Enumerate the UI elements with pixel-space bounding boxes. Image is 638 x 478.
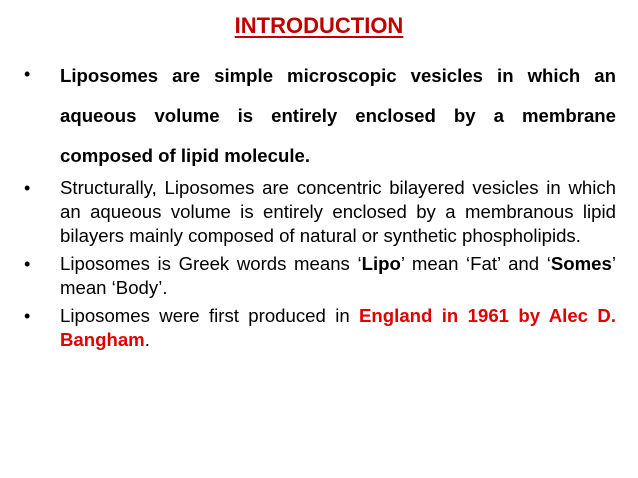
bullet-list [0, 56, 638, 352]
bullet-icon: • [24, 254, 31, 274]
etymology-lipo: Lipo [361, 253, 401, 274]
history-highlight: England in 1961 by Alec D. Bangham [60, 305, 616, 350]
history-text-2: . [144, 329, 150, 350]
bullet-item-definition [0, 56, 638, 176]
bullet-text-history [60, 304, 616, 352]
bullet-text-etymology [60, 252, 616, 300]
bullet-item-structure [0, 176, 638, 248]
etymology-text-1: Liposomes is Greek words means ‘ [60, 253, 362, 274]
slide-title: INTRODUCTION [234, 13, 404, 38]
bullet-item-etymology [0, 252, 638, 300]
bullet-text-definition: Liposomes are simple microscopic vesicles in which an aqueous volume is entirely enclosed by a membrane composed of lipid molecule. [60, 65, 616, 166]
etymology-text-3: ’ mean ‘Body’. [60, 253, 616, 298]
bullet-text-structure: Structurally, Liposomes are concentric bilayered vesicles in which an aqueous volume is entirely enclosed by a membranous lipid bilayers mainly composed of natural or synthetic phospholipids. [60, 177, 616, 246]
etymology-somes: Somes [550, 253, 612, 274]
bullet-item-history [0, 304, 638, 352]
bullet-icon: • [24, 64, 31, 84]
etymology-text-2: ’ mean ‘Fat’ and ‘ [400, 253, 551, 274]
history-text-1: Liposomes were first produced in [60, 305, 360, 326]
bullet-icon: • [24, 178, 31, 198]
bullet-icon: • [24, 306, 31, 326]
